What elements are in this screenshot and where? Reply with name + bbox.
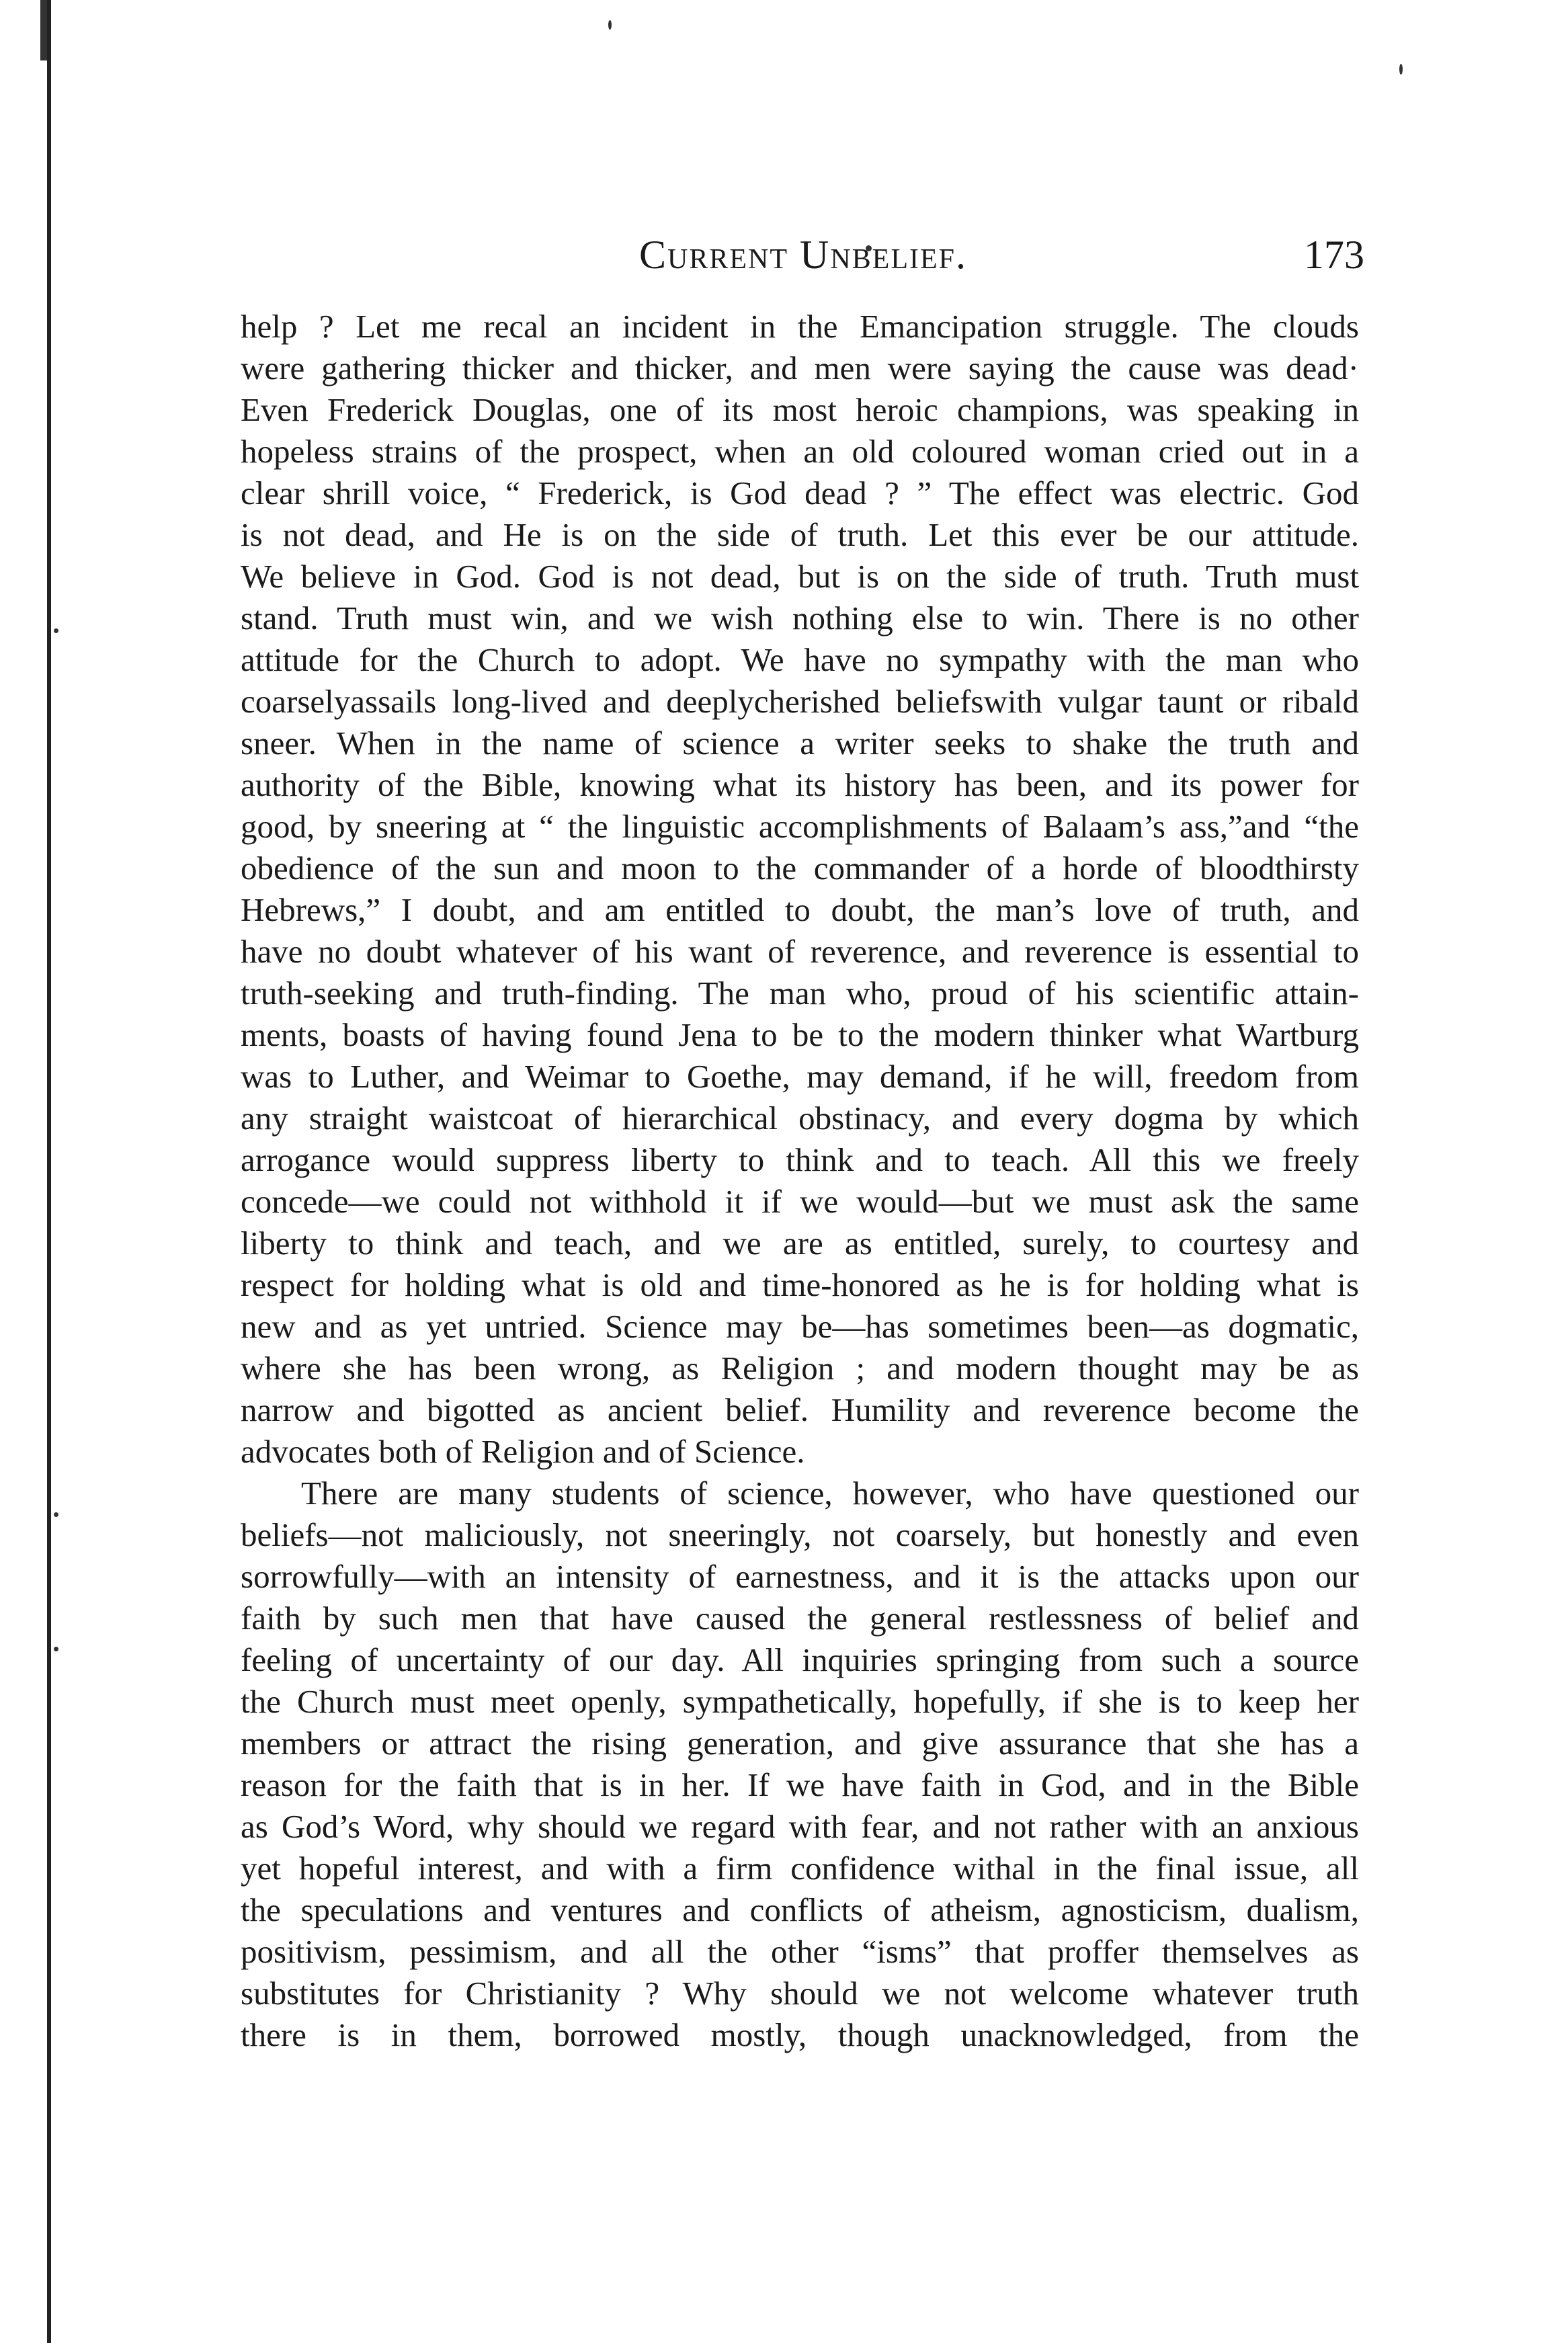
text-line: concede—we could not withhold it if we would—but we must ask the same — [241, 1183, 1359, 1220]
text-line: members or attract the rising generation, and give assurance that she has a — [241, 1725, 1359, 1762]
scan-speck — [1399, 64, 1403, 75]
text-line: were gathering thicker and thicker, and men were saying the cause was dead· — [241, 350, 1359, 386]
text-line: sorrowfully—with an intensity of earnestness, and it is the attacks upon our — [241, 1558, 1359, 1595]
text-line: Even Frederick Douglas, one of its most heroic champions, was speaking in — [241, 391, 1359, 428]
text-line: sneer. When in the name of science a writer seeks to shake the truth and — [241, 725, 1359, 762]
text-line: any straight waistcoat of hierarchical obstinacy, and every dogma by which — [241, 1100, 1359, 1137]
text-line: the speculations and ventures and conflicts of atheism, agnosticism, dualism, — [241, 1891, 1359, 1928]
text-line: Hebrews,” I doubt, and am entitled to doubt, the man’s love of truth, and — [241, 891, 1359, 928]
text-line: as God’s Word, why should we regard with fear, and not rather with an anxious — [241, 1808, 1359, 1845]
text-line: where she has been wrong, as Religion ; and modern thought may be as — [241, 1350, 1359, 1387]
text-line: have no doubt whatever of his want of reverence, and reverence is essential to — [241, 933, 1359, 970]
text-line: there is in them, borrowed mostly, though unacknowledged, from the — [241, 2016, 1359, 2053]
scan-speck — [54, 1647, 58, 1651]
paragraph-last-line: advocates both of Religion and of Science. — [241, 1433, 805, 1470]
page-header — [242, 232, 1364, 292]
text-line: clear shrill voice, “ Frederick, is God dead ? ” The effect was electric. God — [241, 475, 1359, 511]
binding-edge-line — [47, 0, 51, 2343]
text-line: substitutes for Christianity ? Why should we not welcome whatever truth — [241, 1975, 1359, 2012]
text-line: respect for holding what is old and time-honored as he is for holding what is — [241, 1266, 1359, 1303]
text-line: liberty to think and teach, and we are as entitled, surely, to courtesy and — [241, 1225, 1359, 1262]
text-line: faith by such men that have caused the general restlessness of belief and — [241, 1600, 1359, 1637]
text-line: We believe in God. God is not dead, but is on the side of truth. Truth must — [241, 558, 1359, 595]
scan-speck — [54, 628, 58, 633]
page-number: 173 — [1304, 233, 1364, 277]
text-line: coarselyassails long-lived and deeplycherished beliefswith vulgar taunt or ribald — [241, 683, 1359, 720]
text-line: good, by sneering at “ the linguistic accomplishments of Balaam’s ass,”and “the — [241, 808, 1359, 845]
body-text — [241, 306, 1359, 2056]
text-line: truth-seeking and truth-finding. The man who, proud of his scientific attain- — [241, 975, 1359, 1012]
text-line: feeling of uncertainty of our day. All inquiries springing from such a source — [241, 1641, 1359, 1678]
text-line: beliefs—not maliciously, not sneeringly, not coarsely, but honestly and even — [241, 1516, 1359, 1553]
text-line: hopeless strains of the prospect, when an old coloured woman cried out in a — [241, 433, 1359, 470]
text-line: reason for the faith that is in her. If we have faith in God, and in the Bible — [241, 1766, 1359, 1803]
text-line: yet hopeful interest, and with a firm confidence withal in the final issue, all — [241, 1850, 1359, 1887]
running-head: Current Unbelief. — [638, 233, 967, 277]
text-line: authority of the Bible, knowing what its history has been, and its power for — [241, 766, 1359, 803]
text-line: new and as yet untried. Science may be—has sometimes been—as dogmatic, — [241, 1308, 1359, 1345]
text-line: obedience of the sun and moon to the commander of a horde of bloodthirsty — [241, 850, 1359, 887]
text-line: is not dead, and He is on the side of truth. Let this ever be our attitude. — [241, 516, 1359, 553]
text-line: the Church must meet openly, sympathetically, hopefully, if she is to keep her — [241, 1683, 1359, 1720]
paragraph-first-line: There are many students of science, however, who have questioned our — [301, 1475, 1359, 1512]
binding-edge-mark — [40, 0, 47, 60]
text-line: help ? Let me recal an incident in the Emancipation struggle. The clouds — [241, 308, 1359, 345]
scan-speck — [54, 1512, 58, 1517]
text-line: was to Luther, and Weimar to Goethe, may demand, if he will, freedom from — [241, 1058, 1359, 1095]
scan-speck — [608, 20, 612, 30]
text-line: arrogance would suppress liberty to think and to teach. All this we freely — [241, 1141, 1359, 1178]
text-line: narrow and bigotted as ancient belief. Humility and reverence become the — [241, 1391, 1359, 1428]
text-line: attitude for the Church to adopt. We have no sympathy with the man who — [241, 641, 1359, 678]
text-line: stand. Truth must win, and we wish nothing else to win. There is no other — [241, 600, 1359, 636]
text-line: ments, boasts of having found Jena to be to the modern thinker what Wartburg — [241, 1016, 1359, 1053]
text-line: positivism, pessimism, and all the other “isms” that proffer themselves as — [241, 1933, 1359, 1970]
